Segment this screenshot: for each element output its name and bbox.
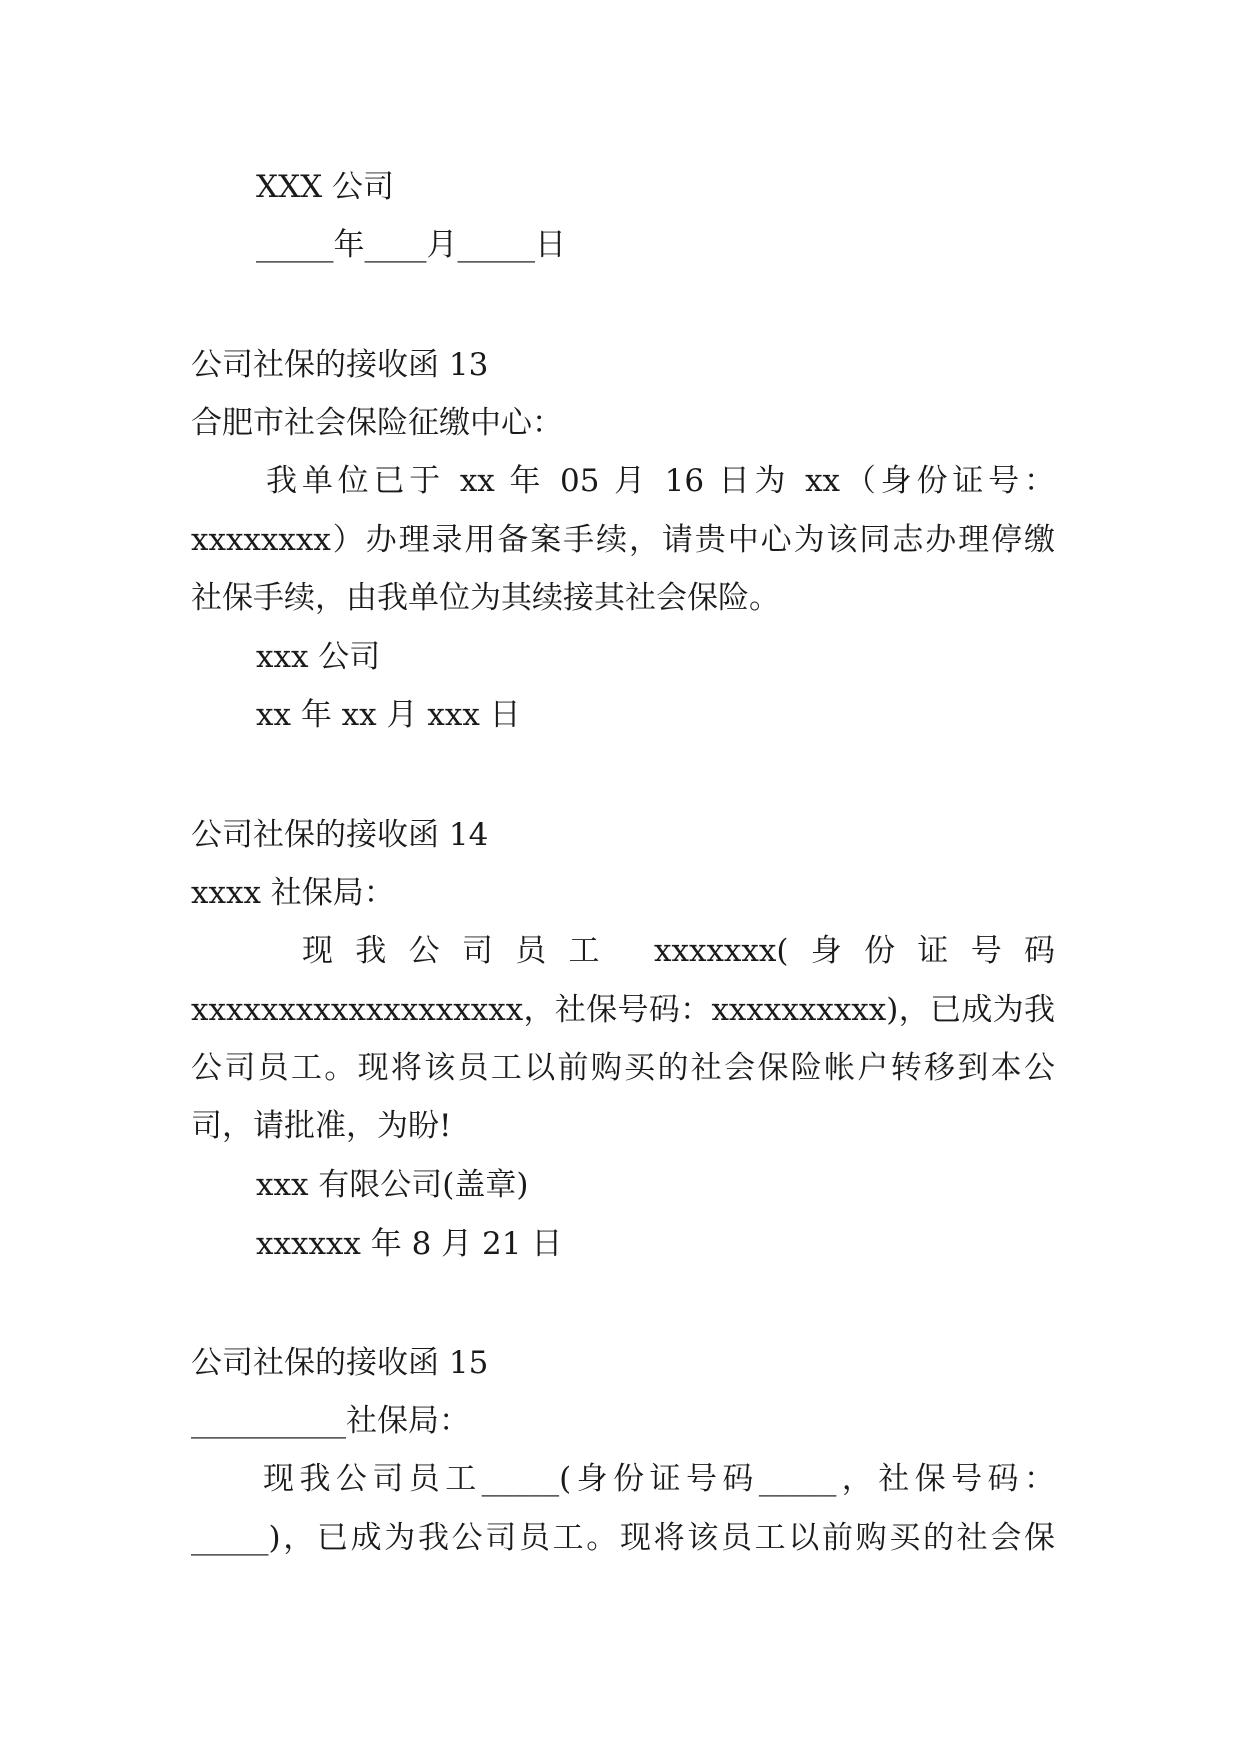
signature-company: XXX 公司 bbox=[256, 169, 395, 205]
body-line: 现我公司员工 xxxxxxx(身份证号码 bbox=[302, 933, 1055, 969]
signature-company: xxx 有限公司(盖章) bbox=[256, 1167, 529, 1203]
section-title: 公司社保的接收函 13 bbox=[191, 347, 489, 383]
body-line: 司，请批准，为盼! bbox=[191, 1108, 452, 1144]
body-line: 现我公司员工_____(身份证号码_____，社保号码： bbox=[263, 1461, 1055, 1497]
signature-date: xx 年 xx 月 xxx 日 bbox=[256, 697, 521, 733]
signature-company: xxx 公司 bbox=[256, 639, 381, 675]
signature-date: _____年____月_____日 bbox=[256, 227, 566, 263]
signature-date: xxxxxx 年 8 月 21 日 bbox=[256, 1226, 563, 1262]
section-title: 公司社保的接收函 15 bbox=[191, 1345, 489, 1381]
section-title: 公司社保的接收函 14 bbox=[191, 817, 489, 853]
body-line: _____)，已成为我公司员工。现将该员工以前购买的社会保 bbox=[191, 1520, 1055, 1556]
body-line: xxxxxxxxxxxxxxxxxxx，社保号码：xxxxxxxxxx)，已成为我 bbox=[191, 992, 1055, 1028]
body-line: 社保手续，由我单位为其续接其社会保险。 bbox=[191, 580, 780, 616]
body-line: 公司员工。现将该员工以前购买的社会保险帐户转移到本公 bbox=[191, 1050, 1055, 1086]
addressee: __________社保局： bbox=[191, 1403, 470, 1439]
addressee: 合肥市社会保险征缴中心： bbox=[191, 405, 563, 441]
body-line: xxxxxxxx）办理录用备案手续，请贵中心为该同志办理停缴 bbox=[191, 522, 1055, 558]
addressee: xxxx 社保局： bbox=[191, 875, 395, 911]
body-line: 我单位已于 xx 年 05 月 16 日为 xx（身份证号： bbox=[266, 463, 1055, 499]
